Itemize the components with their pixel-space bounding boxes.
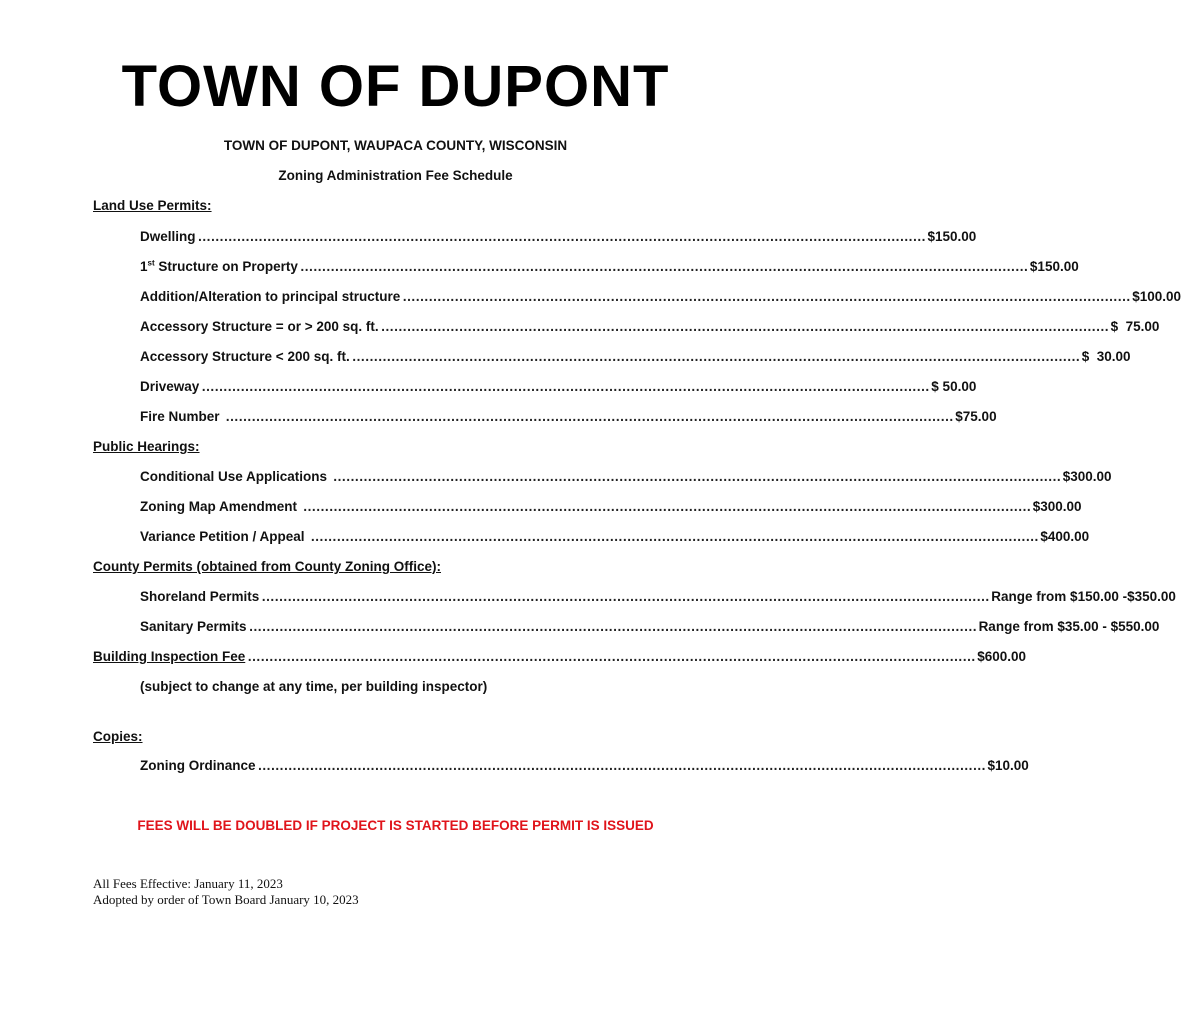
county-permits-heading: County Permits (obtained from County Zoning Office): (93, 559, 441, 574)
fee-label: Building Inspection Fee (93, 649, 246, 664)
fee-row-zoning-map (140, 499, 1082, 514)
land-use-heading: Land Use Permits: (93, 198, 212, 213)
fee-amount: $100.00 (1132, 289, 1181, 304)
inspection-note: (subject to change at any time, per building inspector) (140, 679, 488, 694)
fee-row-fire-number (140, 409, 997, 424)
dot-leader: …………………………………………………………………………………………………………………………………………………… (302, 499, 1031, 514)
fee-amount: $150.00 (927, 229, 977, 244)
schedule-subtitle: Zoning Administration Fee Schedule (278, 168, 513, 183)
effective-date: All Fees Effective: January 11, 2023 (93, 876, 283, 891)
fee-label: Zoning Ordinance (140, 758, 256, 773)
fee-amount: $300.00 (1032, 499, 1082, 514)
fee-amount: Range from $35.00 - $550.00 (978, 619, 1160, 634)
dot-leader: …………………………………………………………………………………………………………………………………………………… (261, 589, 990, 604)
fee-row-shoreland (140, 589, 1176, 604)
fee-amount: Range from $150.00 -$350.00 (991, 589, 1176, 604)
county-subtitle: TOWN OF DUPONT, WAUPACA COUNTY, WISCONSIN (223, 138, 568, 153)
fee-label: Zoning Map Amendment (140, 499, 301, 514)
fee-label: Addition/Alteration to principal structure (140, 289, 401, 304)
fee-amount: $150.00 (1029, 259, 1079, 274)
fee-row-zoning-ordinance (140, 758, 1029, 773)
double-fee-warning: FEES WILL BE DOUBLED IF PROJECT IS STARTED BEFORE PERMIT IS ISSUED (137, 818, 654, 833)
adopted-note: Adopted by order of Town Board January 10, 2023 (93, 892, 359, 907)
fee-row-first-structure (140, 258, 1079, 274)
dot-leader: …………………………………………………………………………………………………………………………………………………… (225, 409, 954, 424)
dot-leader: …………………………………………………………………………………………………………………………………………………… (299, 259, 1028, 274)
fee-row-dwelling (140, 229, 977, 244)
fee-row-conditional-use (140, 469, 1112, 484)
fee-label: 1st Structure on Property (140, 258, 298, 274)
fee-amount: $10.00 (987, 758, 1029, 773)
fee-label: Accessory Structure < 200 sq. ft. (140, 349, 350, 364)
dot-leader: …………………………………………………………………………………………………………………………………………………… (332, 469, 1061, 484)
dot-leader: …………………………………………………………………………………………………………………………………………………… (310, 529, 1039, 544)
fee-label: Accessory Structure = or > 200 sq. ft. (140, 319, 379, 334)
fee-label: Driveway (140, 379, 200, 394)
fee-amount: $300.00 (1062, 469, 1112, 484)
dot-leader: …………………………………………………………………………………………………………………………………………………… (247, 649, 976, 664)
fee-amount: $ 50.00 (931, 379, 977, 394)
dot-leader: …………………………………………………………………………………………………………………………………………………… (248, 619, 977, 634)
dot-leader: …………………………………………………………………………………………………………………………………………………… (402, 289, 1131, 304)
fee-row-driveway (140, 379, 977, 394)
document-title: TOWN OF DUPONT (121, 54, 670, 119)
fee-row-accessory-small (140, 349, 1131, 364)
dot-leader: …………………………………………………………………………………………………………………………………………………… (257, 758, 986, 773)
fee-row-accessory-large (140, 319, 1160, 334)
fee-label: Shoreland Permits (140, 589, 260, 604)
fee-label: Conditional Use Applications (140, 469, 331, 484)
fee-row-addition (140, 289, 1181, 304)
fee-amount: $600.00 (977, 649, 1027, 664)
public-hearings-heading: Public Hearings: (93, 439, 200, 454)
fee-label: Dwelling (140, 229, 196, 244)
fee-label: Variance Petition / Appeal (140, 529, 309, 544)
fee-row-sanitary (140, 619, 1160, 634)
dot-leader: …………………………………………………………………………………………………………………………………………………… (201, 379, 930, 394)
fee-amount: $75.00 (955, 409, 997, 424)
fee-amount: $400.00 (1040, 529, 1090, 544)
fee-label: Sanitary Permits (140, 619, 247, 634)
dot-leader: …………………………………………………………………………………………………………………………………………………… (351, 349, 1080, 364)
dot-leader: …………………………………………………………………………………………………………………………………………………… (380, 319, 1109, 334)
dot-leader: …………………………………………………………………………………………………………………………………………………… (197, 229, 926, 244)
fee-row-building-inspection (93, 649, 1027, 664)
fee-amount: $ 30.00 (1081, 349, 1131, 364)
fee-row-variance (140, 529, 1090, 544)
copies-heading: Copies: (93, 729, 143, 744)
fee-amount: $ 75.00 (1110, 319, 1160, 334)
fee-label: Fire Number (140, 409, 224, 424)
